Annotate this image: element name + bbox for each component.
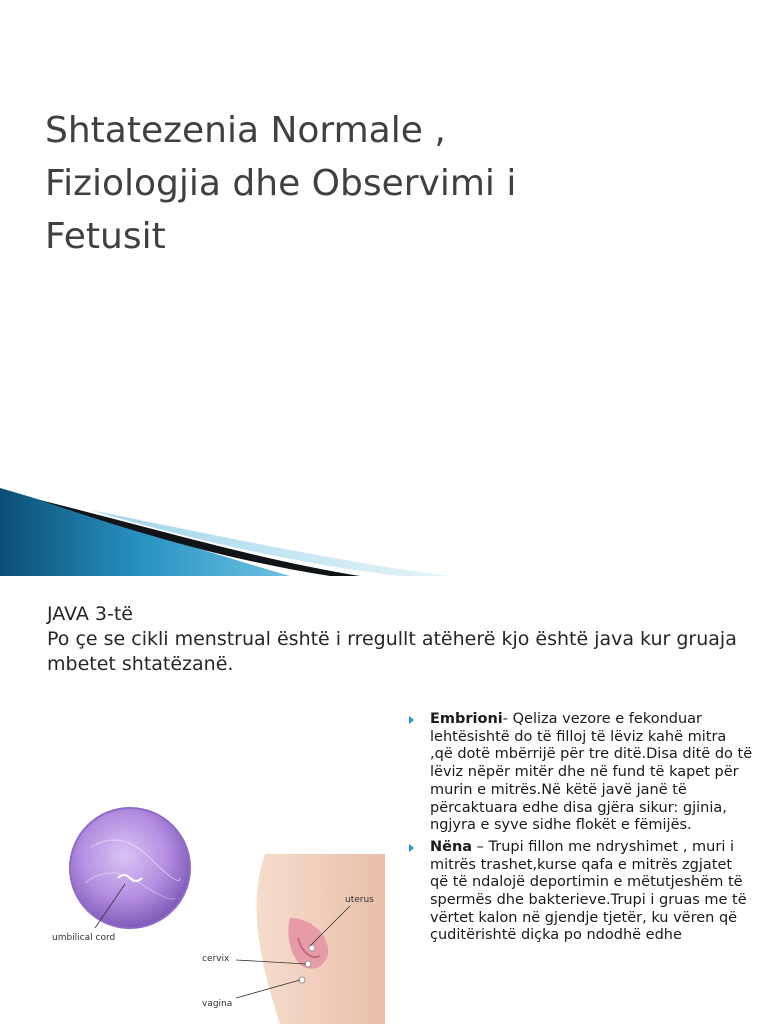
bullet-term: Nëna: [430, 838, 473, 855]
bullet-arrow-icon: [409, 716, 414, 724]
week-heading: JAVA 3-të: [47, 603, 133, 625]
bullet-text: – Trupi fillon me ndryshimet , muri i mitrës trashet,kurse qafa e mitrës zgjatet që të ndalojë deportimin e mëtutjeshëm të spermës dhe bakterieve.Trupi i gruas me të vërtet kalon në gjendje tjetër, ku vëren që çuditërishtë diçka po ndodhë edhe: [430, 838, 747, 944]
heading-description: Po çe se cikli menstrual është i rregullt atëherë kjo është java kur gruaja mbetet shtatëzanë.: [47, 628, 737, 675]
label-cervix: cervix: [202, 954, 230, 964]
bullet-term: Embrioni: [430, 711, 503, 727]
label-uterus: uterus: [345, 895, 374, 905]
bullet-text: - Qeliza vezore e fekonduar lehtësishtë do të filloj të lëviz kahë mitra ,që dotë mbërrijë për tre ditë.Disa ditë do të lëviz nëpër mitër dhe në fund të kapet për murin e mitrës.Në këtë javë janë të përcaktuara edhe disa gjëra sikur: gjinia, ngjyra e syve sidhe flokët e fëmijës.: [430, 711, 753, 834]
bullet-item-embrioni: [408, 711, 753, 835]
label-umbilical-cord: umbilical cord: [52, 933, 116, 943]
content-slide: [0, 578, 768, 1024]
slide-title: [45, 104, 725, 263]
bullet-list: [408, 711, 753, 949]
decorative-swoosh: [0, 470, 768, 576]
title-line: Fiziologjia dhe Observimi i: [45, 163, 517, 204]
bullet-arrow-icon: [409, 844, 414, 852]
embryo-uterus-illustration: [40, 788, 385, 1024]
torso-silhouette: [257, 854, 385, 1024]
slide-heading: [47, 602, 747, 677]
label-vagina: vagina: [202, 999, 233, 1009]
title-line: Fetusit: [45, 216, 166, 257]
title-line: Shtatezenia Normale ,: [45, 110, 446, 151]
embryo-sphere: [70, 808, 190, 928]
bullet-item-nena: [408, 839, 753, 945]
